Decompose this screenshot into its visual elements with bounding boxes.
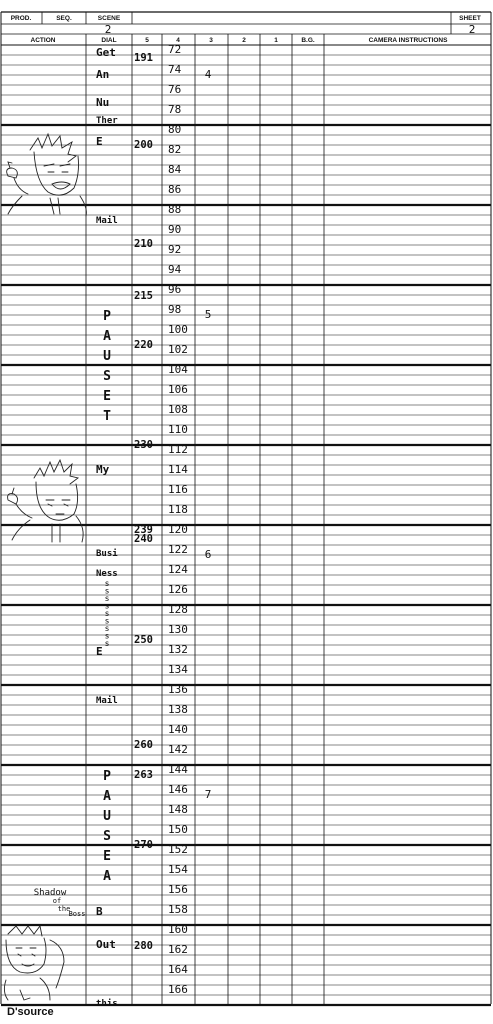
character-sketch-boss [4, 926, 64, 1000]
dialogue-word: Out [96, 938, 116, 951]
pause-letter: S [103, 829, 111, 844]
frame-number-4: 166 [168, 983, 188, 996]
scene-label: SCENE [97, 15, 121, 22]
frame-number-5: 260 [134, 739, 153, 751]
exposure-mark-3: 6 [204, 548, 212, 561]
exposure-mark-3: 7 [204, 788, 212, 801]
sheet-label: SHEET [459, 15, 481, 22]
frame-number-4: 86 [168, 183, 182, 196]
shadow-note: Boss [68, 910, 86, 918]
frame-number-5: 215 [134, 290, 153, 302]
frame-number-4: 114 [168, 463, 188, 476]
frame-number-5: 191 [134, 52, 153, 64]
frame-number-4: 154 [168, 863, 188, 876]
dialogue-word: E [96, 645, 103, 658]
column-5: 5 [145, 37, 149, 44]
frame-number-4: 160 [168, 923, 188, 936]
exposure-mark-3: 4 [204, 68, 212, 81]
source-credit: D'source [7, 1006, 54, 1018]
frame-number-4: 128 [168, 603, 188, 616]
dialogue-trail: s [104, 631, 110, 641]
pause-letter: A [103, 329, 111, 344]
frame-number-5: 250 [134, 634, 153, 646]
frame-number-5: 230 [134, 439, 153, 451]
frame-number-4: 148 [168, 803, 188, 816]
frame-number-4: 82 [168, 143, 182, 156]
sheet-grid [1, 12, 491, 1005]
dialogue-word: Ness [96, 569, 118, 579]
column-4: 4 [176, 37, 180, 44]
dialogue-word: Mail [96, 216, 118, 226]
frame-number-4: 124 [168, 563, 188, 576]
frame-number-4: 90 [168, 223, 182, 236]
frame-number-4: 164 [168, 963, 188, 976]
frame-number-5: 200 [134, 139, 153, 151]
column-bg: B.G. [301, 37, 315, 44]
dialogue-trail: s [104, 609, 110, 618]
frame-number-4: 110 [168, 423, 188, 436]
scene-value: 2 [104, 23, 112, 36]
frame-number-4: 138 [168, 703, 188, 716]
frame-number-5: 263 [134, 769, 153, 781]
frame-number-4: 80 [168, 123, 182, 136]
column-3: 3 [209, 37, 213, 44]
shadow-note: of [52, 897, 62, 905]
frame-number-4: 100 [168, 323, 188, 336]
column-action: ACTION [30, 37, 56, 44]
shadow-note: Shadow [33, 888, 67, 898]
frame-number-4: 152 [168, 843, 188, 856]
frame-number-5: 239 [134, 524, 153, 536]
frame-number-4: 102 [168, 343, 188, 356]
frame-number-4: 150 [168, 823, 188, 836]
column-2: 2 [242, 37, 246, 44]
frame-number-4: 74 [168, 63, 182, 76]
pause-letter: T [103, 409, 111, 424]
frame-number-4: 146 [168, 783, 188, 796]
frame-number-4: 84 [168, 163, 182, 176]
frame-number-4: 76 [168, 83, 182, 96]
frame-number-4: 142 [168, 743, 188, 756]
frame-number-4: 118 [168, 503, 188, 516]
frame-number-4: 108 [168, 403, 188, 416]
action-sketches [4, 134, 86, 1000]
dialogue-word: this [96, 999, 118, 1009]
dialogue-word: Get [96, 46, 116, 59]
dialogue-trail: s [104, 639, 110, 648]
prod-label: PROD. [10, 15, 32, 22]
pause-letter: E [103, 849, 111, 864]
character-sketch-pointing [8, 460, 84, 542]
dialogue-trail: s [104, 594, 110, 603]
frame-number-4: 162 [168, 943, 188, 956]
column-1: 1 [274, 37, 278, 44]
exposure-mark-3: 5 [204, 308, 212, 321]
frame-number-4: 136 [168, 683, 188, 696]
column-camera: CAMERA INSTRUCTIONS [368, 37, 448, 44]
frame-number-4: 144 [168, 763, 188, 776]
frame-number-4: 112 [168, 443, 188, 456]
frame-number-5: 240 [134, 533, 153, 545]
frame-number-4: 158 [168, 903, 188, 916]
dialogue-trail: s [104, 586, 110, 596]
frame-number-4: 130 [168, 623, 188, 636]
frame-number-4: 104 [168, 363, 188, 376]
dialogue-trail: s [104, 579, 110, 588]
dialogue-trail: s [104, 624, 110, 633]
frame-number-5: 280 [134, 940, 153, 952]
frame-number-4: 116 [168, 483, 188, 496]
pause-letter: P [103, 309, 111, 324]
frame-number-5: 210 [134, 238, 153, 250]
pause-letter: E [103, 389, 111, 404]
frame-number-4: 92 [168, 243, 182, 256]
sheet-text [11, 15, 481, 1009]
pause-letter: A [103, 789, 111, 804]
frame-number-4: 132 [168, 643, 188, 656]
dialogue-word: Busi [96, 549, 118, 559]
frame-number-4: 72 [168, 43, 182, 56]
pause-letter: P [103, 769, 111, 784]
frame-number-4: 98 [168, 303, 182, 316]
frame-number-5: 270 [134, 839, 153, 851]
dialogue-trail: s [104, 601, 110, 611]
pause-letter: U [103, 809, 111, 824]
frame-number-4: 94 [168, 263, 182, 276]
frame-number-4: 96 [168, 283, 182, 296]
pause-letter: S [103, 369, 111, 384]
dialogue-word: Mail [96, 696, 118, 706]
frame-number-4: 134 [168, 663, 188, 676]
frame-number-4: 122 [168, 543, 188, 556]
dialogue-word: My [96, 463, 110, 476]
frame-number-4: 120 [168, 523, 188, 536]
frame-number-4: 126 [168, 583, 188, 596]
sheet-value: 2 [468, 23, 476, 36]
dialogue-trail: s [104, 616, 110, 626]
frame-number-4: 156 [168, 883, 188, 896]
dialogue-word: E [96, 135, 103, 148]
frame-number-4: 88 [168, 203, 182, 216]
pause-letter: A [103, 869, 111, 884]
dialogue-word: An [96, 68, 110, 81]
column-dial: DIAL [101, 37, 117, 44]
frame-number-4: 106 [168, 383, 188, 396]
pause-letter: U [103, 349, 111, 364]
dialogue-word: Nu [96, 96, 110, 109]
shadow-note: the [57, 905, 71, 913]
dialogue-word: B [96, 905, 103, 918]
seq-label: SEQ. [56, 15, 72, 22]
dialogue-word: Ther [96, 116, 118, 126]
frame-number-4: 140 [168, 723, 188, 736]
frame-number-5: 220 [134, 339, 153, 351]
frame-number-4: 78 [168, 103, 182, 116]
